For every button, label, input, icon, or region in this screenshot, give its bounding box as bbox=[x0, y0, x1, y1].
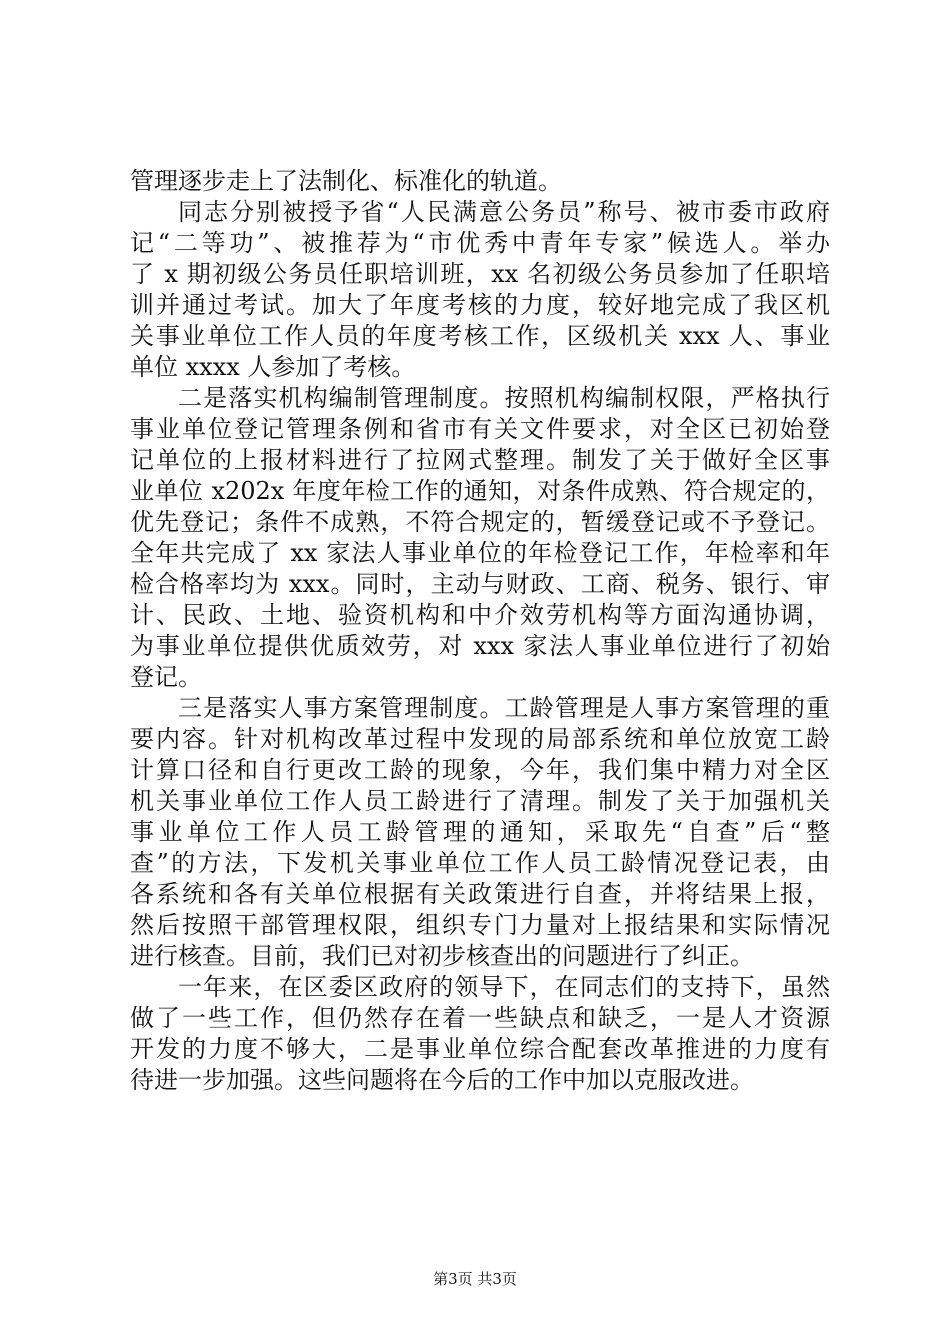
text-line: 待进一步加强。这些问题将在今后的工作中加以克服改进。 bbox=[130, 1066, 754, 1094]
text-line: 要内容。针对机构改革过程中发现的局部系统和单位放宽工龄 bbox=[130, 725, 830, 753]
paragraph bbox=[130, 693, 830, 972]
text-line: 全年共完成了 xx 家法人事业单位的年检登记工作，年检率和年 bbox=[130, 539, 830, 567]
page-footer: 第3页 共3页 bbox=[433, 1270, 517, 1288]
text-line: 事业单位登记管理条例和省市有关文件要求，对全区已初始登 bbox=[130, 415, 830, 443]
text-line: 检合格率均为 xxx。同时，主动与财政、工商、税务、银行、审 bbox=[130, 570, 830, 598]
text-line: 业单位 x202x 年度年检工作的通知，对条件成熟、符合规定的， bbox=[130, 477, 830, 505]
text-line: 机关事业单位工作人员工龄进行了清理。制发了关于加强机关 bbox=[130, 787, 830, 815]
paragraph bbox=[130, 197, 830, 383]
text-line: 记单位的上报材料进行了拉网式整理。制发了关于做好全区事 bbox=[130, 446, 830, 474]
text-line: 查”的方法，下发机关事业单位工作人员工龄情况登记表，由 bbox=[130, 849, 830, 877]
paragraph bbox=[130, 166, 830, 197]
text-line: 优先登记；条件不成熟，不符合规定的，暂缓登记或不予登记。 bbox=[130, 508, 830, 536]
paragraph bbox=[130, 972, 830, 1096]
text-line: 然后按照干部管理权限，组织专门力量对上报结果和实际情况 bbox=[130, 911, 830, 939]
text-line: 单位 xxxx 人参加了考核。 bbox=[130, 353, 416, 381]
text-line: 计、民政、土地、验资机构和中介效劳机构等方面沟通协调， bbox=[130, 601, 830, 629]
text-line: 关事业单位工作人员的年度考核工作，区级机关 xxx 人、事业 bbox=[130, 322, 830, 350]
text-line: 计算口径和自行更改工龄的现象，今年，我们集中精力对全区 bbox=[130, 756, 830, 784]
text-line: 各系统和各有关单位根据有关政策进行自查，并将结果上报， bbox=[130, 880, 830, 908]
paragraph bbox=[130, 383, 830, 693]
text-line: 事业单位工作人员工龄管理的通知，采取先“自查”后“整 bbox=[130, 818, 830, 846]
text-line: 训并通过考试。加大了年度考核的力度，较好地完成了我区机 bbox=[130, 291, 830, 319]
text-line: 管理逐步走上了法制化、标准化的轨道。 bbox=[130, 167, 562, 195]
text-line: 记“二等功”、被推荐为“市优秀中青年专家”候选人。举办 bbox=[130, 229, 830, 257]
text-line: 为事业单位提供优质效劳，对 xxx 家法人事业单位进行了初始 bbox=[130, 632, 830, 660]
text-line: 登记。 bbox=[130, 663, 202, 691]
text-line: 进行核查。目前，我们已对初步核查出的问题进行了纠正。 bbox=[130, 942, 754, 970]
text-line: 做了一些工作，但仍然存在着一些缺点和缺乏，一是人才资源 bbox=[130, 1004, 830, 1032]
document-body bbox=[130, 166, 830, 1096]
text-line: 同志分别被授予省“人民满意公务员”称号、被市委市政府 bbox=[178, 198, 830, 226]
text-line: 二是落实机构编制管理制度。按照机构编制权限，严格执行 bbox=[178, 384, 830, 412]
text-line: 一年来，在区委区政府的领导下，在同志们的支持下，虽然 bbox=[178, 973, 830, 1001]
text-line: 三是落实人事方案管理制度。工龄管理是人事方案管理的重 bbox=[178, 694, 830, 722]
text-line: 开发的力度不够大，二是事业单位综合配套改革推进的力度有 bbox=[130, 1035, 830, 1063]
text-line: 了 x 期初级公务员任职培训班，xx 名初级公务员参加了任职培 bbox=[130, 260, 830, 288]
